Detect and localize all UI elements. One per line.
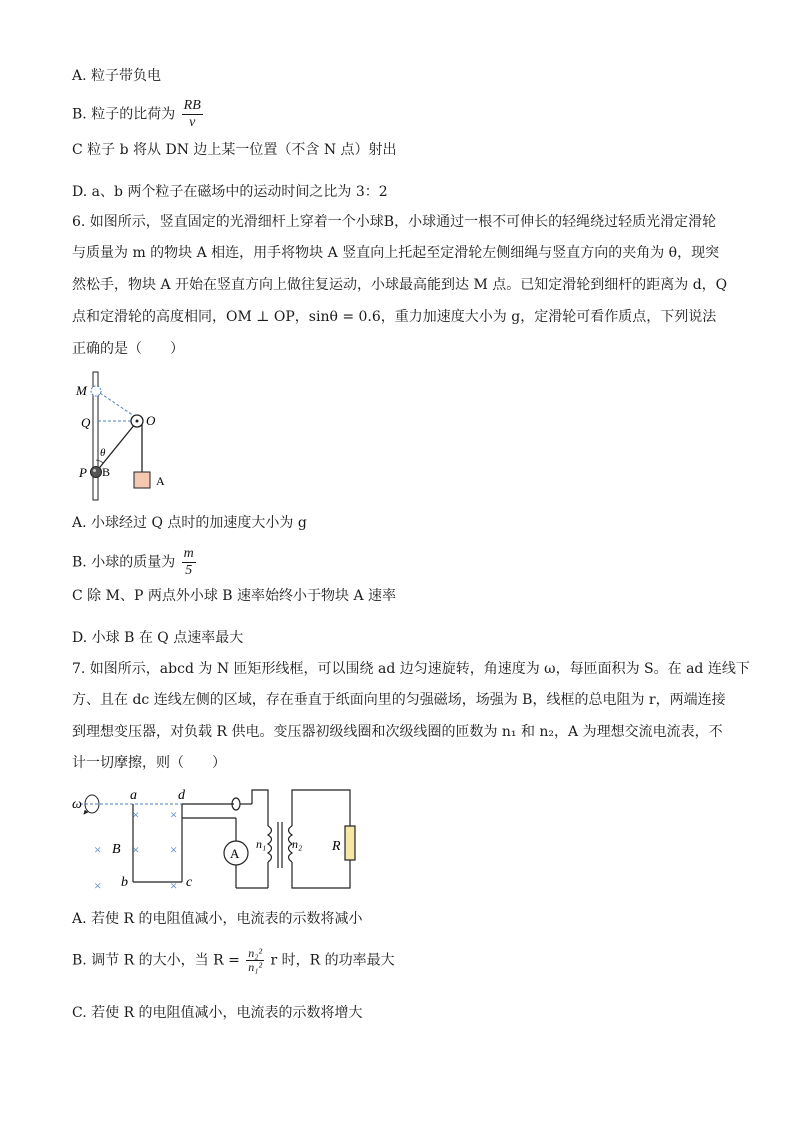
q7-option-a: A. 若使 R 的电阻值减小，电流表的示数将减小 xyxy=(72,911,363,927)
q7-stem-line-2: 方、且在 dc 连线左侧的区域，存在垂直于纸面向里的匀强磁场，场强为 B，线框的总电阻为 r，两端连接 xyxy=(72,692,726,708)
block-a xyxy=(134,472,150,488)
label-r: R xyxy=(332,839,341,854)
label-a: A xyxy=(156,474,165,488)
dashed-m-o xyxy=(100,393,137,418)
q5-option-b-fraction xyxy=(182,98,203,131)
label-q: Q xyxy=(81,415,91,430)
label-field-b: B xyxy=(112,842,121,857)
fraction-numerator: RB xyxy=(183,98,201,113)
fraction-numerator: m xyxy=(183,546,194,561)
cross-mark: × xyxy=(170,842,178,857)
label-d: d xyxy=(178,788,185,803)
label-p: P xyxy=(79,465,87,480)
cross-mark: × xyxy=(94,842,102,857)
q6-option-b-text: B. 小球的质量为 xyxy=(72,554,176,571)
q7-generator-transformer-figure xyxy=(70,786,370,896)
q7-option-b-fraction xyxy=(246,947,264,974)
q6-option-c: C 除 M、P 两点外小球 B 速率始终小于物块 A 速率 xyxy=(72,588,397,604)
q5-option-b-text: B. 粒子的比荷为 xyxy=(72,106,176,123)
q7-option-c: C. 若使 R 的电阻值减小，电流表的示数将增大 xyxy=(72,1005,363,1021)
q7-stem-line-1: 7. 如图所示，abcd 为 N 匝矩形线框，可以围绕 ad 边匀速旋转，角速度为 ω，每匝面积为 S。在 ad 连线下 xyxy=(72,661,750,677)
cross-mark: × xyxy=(132,842,140,857)
q7-stem-line-4: 计一切摩擦，则（ ） xyxy=(72,755,226,771)
q6-stem-line-2: 与质量为 m 的物块 A 相连，用手将物块 A 竖直向上托起至定滑轮左侧细绳与竖直方向的夹角为 θ，现突 xyxy=(72,245,720,261)
q6-option-a: A. 小球经过 Q 点时的加速度大小为 g xyxy=(72,515,307,531)
label-m: M xyxy=(76,383,87,398)
label-n2: n₂ xyxy=(292,837,303,851)
fraction-denominator: 5 xyxy=(185,563,193,578)
ball-b xyxy=(91,467,102,478)
cross-mark: × xyxy=(170,878,178,893)
label-a: a xyxy=(130,788,137,803)
point-m-circle xyxy=(91,386,101,396)
q5-option-b xyxy=(72,98,205,131)
fraction-denominator: n₁² xyxy=(248,960,263,974)
cross-mark: × xyxy=(94,878,102,893)
label-omega: ω xyxy=(72,797,82,812)
q7-option-b xyxy=(72,947,395,974)
q5-option-d: D. a、b 两个粒子在磁场中的运动时间之比为 3：2 xyxy=(72,184,388,200)
q6-option-b-fraction xyxy=(182,546,196,579)
q7-stem-line-3: 到理想变压器，对负载 R 供电。变压器初级线圈和次级线圈的匝数为 n₁ 和 n₂，A 为理想交流电流表，不 xyxy=(72,724,723,740)
label-theta: θ xyxy=(100,447,106,459)
q6-stem-line-4: 点和定滑轮的高度相同，OM ⊥ OP，sinθ = 0.6，重力加速度大小为 g，定滑轮可看作质点，下列说法 xyxy=(72,309,717,325)
cross-mark: × xyxy=(170,807,178,822)
ammeter-label: A xyxy=(230,846,240,861)
label-c: c xyxy=(186,875,193,890)
label-n1: n₁ xyxy=(256,837,267,851)
magnetic-field-crosses xyxy=(94,807,177,893)
q5-option-c: C 粒子 b 将从 DN 边上某一位置（不含 N 点）射出 xyxy=(72,142,397,158)
fraction-denominator: v xyxy=(189,115,196,130)
q6-stem-line-3: 然松手，物块 A 开始在竖直方向上做往复运动，小球最高能到达 M 点。已知定滑轮到细杆的距离为 d，Q xyxy=(72,277,728,293)
label-b: B xyxy=(102,465,111,479)
primary-coil xyxy=(268,826,272,862)
q7-option-b-tail: r 时，R 的功率最大 xyxy=(270,952,395,969)
q6-option-b xyxy=(72,546,198,579)
q6-option-d: D. 小球 B 在 Q 点速率最大 xyxy=(72,630,244,646)
q5-option-a: A. 粒子带负电 xyxy=(72,68,162,84)
label-b: b xyxy=(121,875,128,890)
q7-option-b-text: B. 调节 R 的大小，当 R = xyxy=(72,952,240,969)
label-o: O xyxy=(146,413,156,428)
q6-stem-line-5: 正确的是（ ） xyxy=(72,341,184,357)
fraction-numerator: n₂² xyxy=(248,946,263,960)
resistor-r xyxy=(345,826,355,860)
cross-mark: × xyxy=(132,807,140,822)
q6-pulley-figure xyxy=(72,368,182,504)
q6-stem-line-1: 6. 如图所示，竖直固定的光滑细杆上穿着一个小球B，小球通过一根不可伸长的轻绳绕过轻质光滑定滑轮 xyxy=(72,214,717,230)
